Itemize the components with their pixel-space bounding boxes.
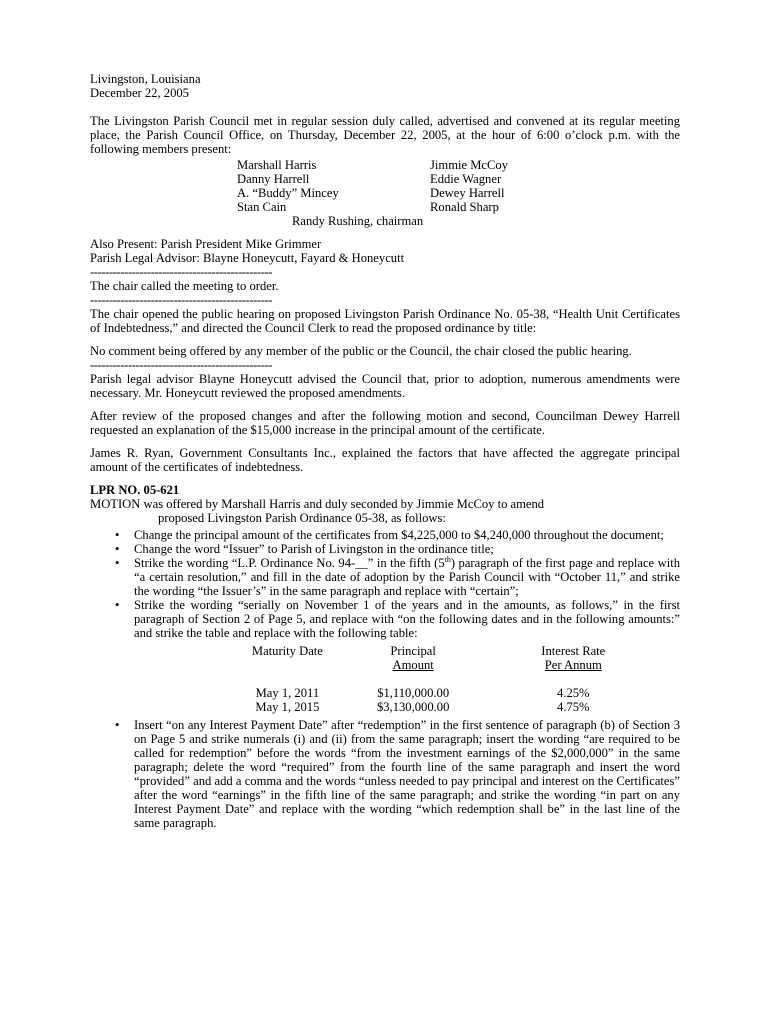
hearing-closed-paragraph: No comment being offered by any member of the public or the Council, the chair closed the public hearing. <box>90 344 632 358</box>
table-row <box>215 700 680 714</box>
also-present-line: Also Present: Parish President Mike Grimmer <box>90 237 322 251</box>
member-name: Stan Cain <box>237 200 287 214</box>
separator-line: ------------------------------------------------ <box>90 358 273 372</box>
amendment-item <box>90 556 680 598</box>
review-paragraph: After review of the proposed changes and after the following motion and second, Councilman Dewey Harrell requested an explanation of the $15,000 increase in the principal amount of the certificate. <box>90 409 680 437</box>
member-name: Eddie Wagner <box>430 172 502 186</box>
bullet-icon: • <box>115 542 120 556</box>
ryan-paragraph: James R. Ryan, Government Consultants Inc., explained the factors that have affected the aggregate principal amount of the certificates of indebtedness. <box>90 446 680 474</box>
intro-paragraph: The Livingston Parish Council met in regular session duly called, advertised and convened at its regular meeting place, the Parish Council Office, on Thursday, December 22, 2005, at the hour of 6:00 o’clock p.m. with the following members present: <box>90 114 680 156</box>
member-name: Marshall Harris <box>237 158 317 172</box>
table-row <box>215 686 680 700</box>
amendment-text: Strike the wording “serially on November 1 of the years and in the amounts, as follows,” in the first paragraph of Section 2 of Page 5, and replace with “on the following dates and in the following amounts:” and strike the table and replace with the following table: <box>134 598 680 640</box>
separator-line: ------------------------------------------------ <box>90 293 273 307</box>
interest-rate-header: Interest Rate <box>541 644 606 658</box>
ordinal-superscript: th <box>444 554 451 564</box>
amount-header: Amount <box>392 658 434 672</box>
maturity-schedule-table <box>215 644 680 714</box>
called-to-order-line: The chair called the meeting to order. <box>90 279 279 293</box>
member-name: Dewey Harrell <box>430 186 505 200</box>
hearing-opened-paragraph: The chair opened the public hearing on proposed Livingston Parish Ordinance No. 05-38, “Health Unit Certificates of Indebtedness,” and directed the Council Clerk to read the proposed ordinance by title: <box>90 307 680 335</box>
amendment-item <box>90 542 680 556</box>
amendment-list <box>90 528 680 830</box>
amendment-item <box>90 598 680 714</box>
amount-cell: $1,110,000.00 <box>377 686 450 700</box>
amendment-item <box>90 528 680 542</box>
chairman-line: Randy Rushing, chairman <box>292 214 424 228</box>
member-name: Jimmie McCoy <box>430 158 509 172</box>
rate-cell: 4.75% <box>557 700 590 714</box>
maturity-date-header: Maturity Date <box>251 644 323 658</box>
motion-line: proposed Livingston Parish Ordinance 05-38, as follows: <box>158 511 446 525</box>
amendment-text: Change the word “Issuer” to Parish of Livingston in the ordinance title; <box>134 542 494 556</box>
motion-paragraph <box>90 497 680 525</box>
member-name: Danny Harrell <box>237 172 310 186</box>
amendment-text: Change the principal amount of the certificates from $4,225,000 to $4,240,000 throughout the document; <box>134 528 664 542</box>
legal-advice-paragraph: Parish legal advisor Blayne Honeycutt advised the Council that, prior to adoption, numerous amendments were necessary. Mr. Honeycutt reviewed the proposed amendments. <box>90 372 680 400</box>
legal-advisor-line: Parish Legal Advisor: Blayne Honeycutt, Fayard & Honeycutt <box>90 251 405 265</box>
amendment-text-part: Strike the wording “L.P. Ordinance No. 94-__” in the fifth (5 <box>134 556 445 570</box>
table-header-row <box>215 644 680 658</box>
principal-header: Principal <box>390 644 436 658</box>
document-page <box>90 72 680 830</box>
amendment-text: Insert “on any Interest Payment Date” after “redemption” in the first sentence of paragraph (b) of Section 3 on Page 5 and strike numerals (i) and (ii) from the same paragraph; insert the wording “are required to be called for redemption” before the words “from the investment earnings of the $2,000,000” in the same paragraph; delete the word “required” from the fourth line of the same paragraph and insert the word “provided” and add a comma and the words “unless needed to pay principal and interest on the Certificates” after the word “earnings” in the fifth line of the same paragraph; and strike the wording “in part on any Interest Payment Date” and replace with the wording “which redemption shall be” in the last line of the same paragraph. <box>134 718 680 830</box>
member-name: A. “Buddy” Mincey <box>237 186 339 200</box>
maturity-date-cell: May 1, 2011 <box>255 686 320 700</box>
members-list <box>237 158 680 214</box>
amendment-item <box>90 718 680 830</box>
maturity-date-cell: May 1, 2015 <box>255 700 320 714</box>
bullet-icon: • <box>115 718 120 732</box>
per-annum-header: Per Annum <box>544 658 602 672</box>
motion-line: MOTION was offered by Marshall Harris and duly seconded by Jimmie McCoy to amend <box>90 497 545 511</box>
amendment-text-part: ) paragraph of the first page and replace with “a certain resolution,” and fill in the date of adoption by the Parish Council with “October 11,” and strike the wording “the Issuer’s” in the same paragraph and replace with “certain”; <box>134 556 680 598</box>
bullet-icon: • <box>115 528 120 542</box>
bullet-icon: • <box>115 556 120 570</box>
member-name: Ronald Sharp <box>430 200 499 214</box>
separator-line: ------------------------------------------------ <box>90 265 273 279</box>
bullet-icon: • <box>115 598 120 612</box>
table-header-row <box>215 658 680 672</box>
location-line: Livingston, Louisiana <box>90 72 201 86</box>
date-line: December 22, 2005 <box>90 86 189 100</box>
amount-cell: $3,130,000.00 <box>376 700 450 714</box>
resolution-number: LPR NO. 05-621 <box>90 483 180 497</box>
rate-cell: 4.25% <box>557 686 590 700</box>
